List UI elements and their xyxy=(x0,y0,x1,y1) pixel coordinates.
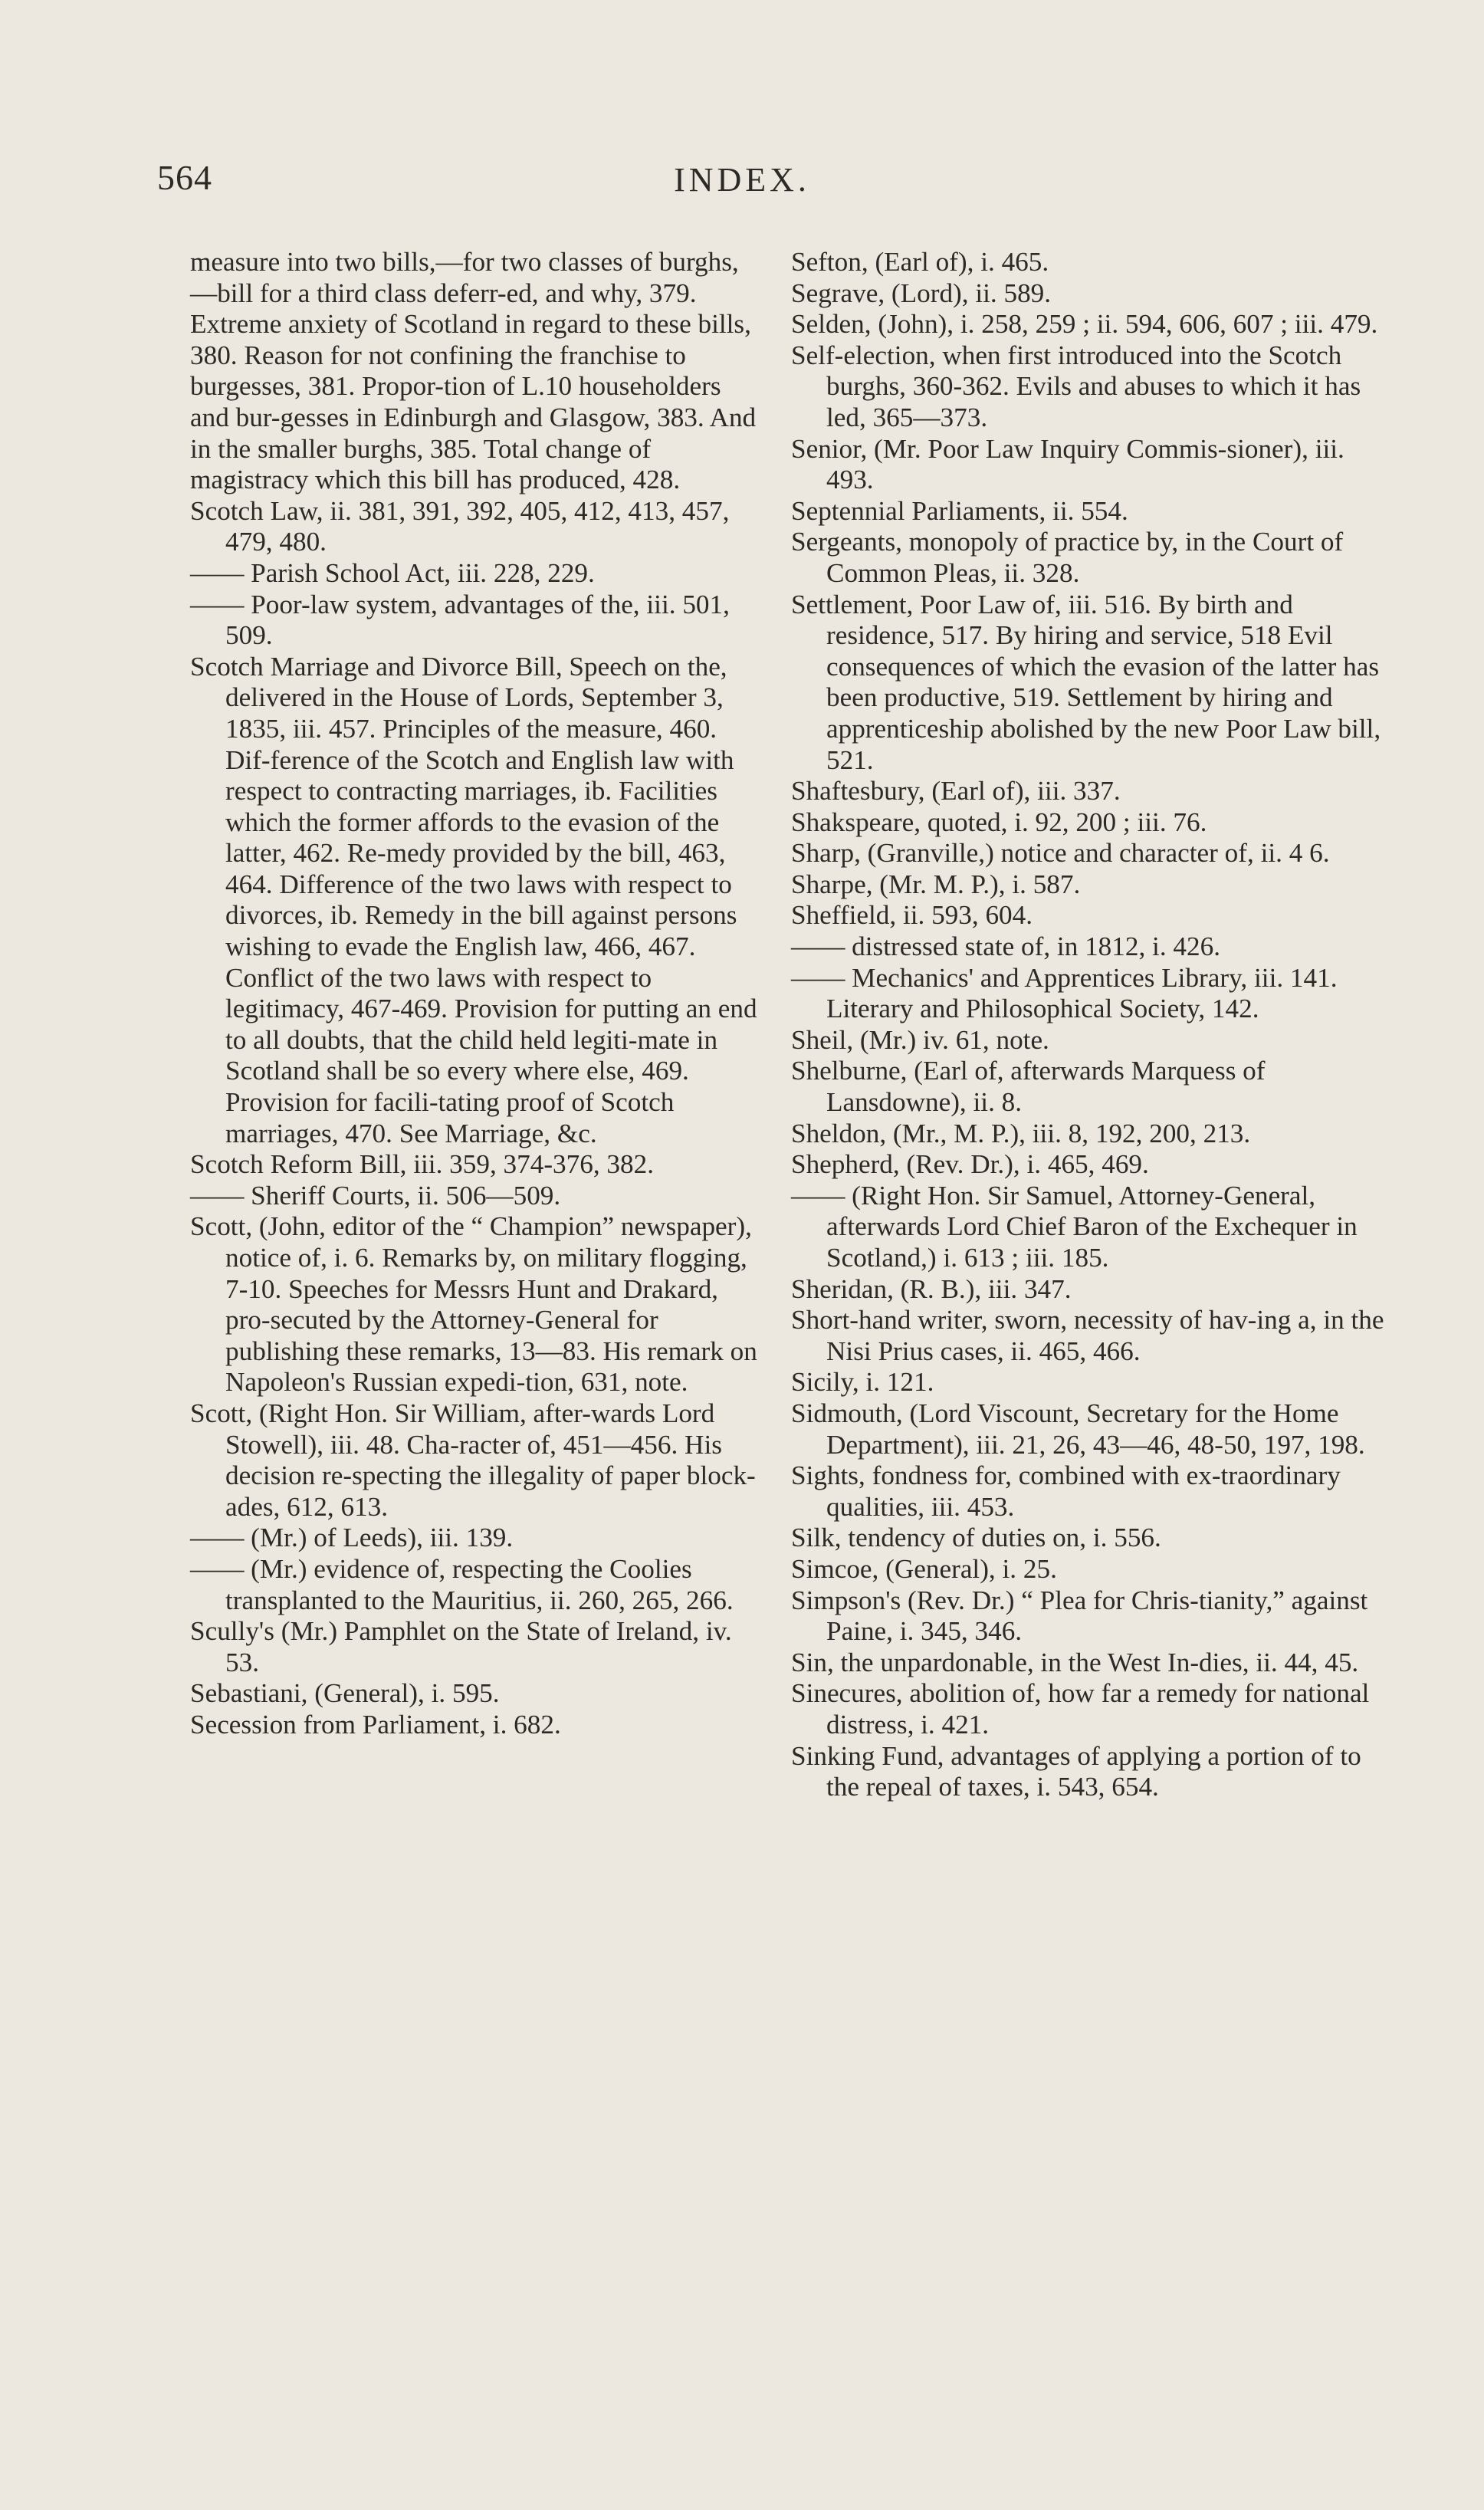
right-column xyxy=(791,247,1393,1803)
index-entry: Sharpe, (Mr. M. P.), i. 587. xyxy=(791,869,1081,899)
index-entry: Selden, (John), i. 258, 259 ; ii. 594, 606, 607 ; iii. 479. xyxy=(791,309,1378,340)
index-subentry: —— Sheriff Courts, ii. 506—509. xyxy=(190,1180,561,1211)
page-number: 564 xyxy=(157,158,212,197)
index-entry: Simcoe, (General), i. 25. xyxy=(791,1553,1057,1584)
index-subentry: —— (Mr.) of Leeds), iii. 139. xyxy=(190,1523,514,1553)
index-entry: Scully's (Mr.) Pamphlet on the State of Ireland, iv. 53. xyxy=(190,1616,732,1677)
index-entry: Sebastiani, (General), i. 595. xyxy=(190,1678,500,1709)
index-entry: Sergeants, monopoly of practice by, in the Court of Common Pleas, ii. 328. xyxy=(791,527,1344,588)
index-entry: Shelburne, (Earl of, afterwards Marquess of Lansdowne), ii. 8. xyxy=(791,1056,1266,1118)
index-entry: Scott, (John, editor of the “ Champion” newspaper), notice of, i. 6. Remarks by, on military flogging, 7-10. Speeches for Messrs Hunt and Drakard, pro-secuted by the Attorney-General for publishing these remarks, 13—83. His remark on Napoleon's Russian expedi-tion, 631, note. xyxy=(190,1211,757,1398)
index-entry: Silk, tendency of duties on, i. 556. xyxy=(791,1523,1161,1553)
index-entry: Self-election, when first introduced into the Scotch burghs, 360-362. Evils and abuses to which it has led, 365—373. xyxy=(791,340,1361,432)
index-subentry: —— Poor-law system, advantages of the, iii. 501, 509. xyxy=(190,589,730,651)
index-entry: Sheil, (Mr.) iv. 61, note. xyxy=(791,1024,1049,1055)
left-column xyxy=(190,247,757,1741)
index-entry: Scotch Marriage and Divorce Bill, Speech on the, delivered in the House of Lords, September 3, 1835, iii. 457. Principles of the measure, 460. Dif-ference of the Scotch and English law with respect to contracting marriages, ib. Facilities which the former affords to the evasion of the latter, 462. Re-medy provided by the bill, 463, 464. Difference of the two laws with respect to divorces, ib. Remedy in the bill against persons wishing to evade the English law, 466, 467. Conflict of the two laws with respect to legitimacy, 467-469. Provision for putting an end to all doubts, that the child held legiti-mate in Scotland shall be so every where else, 469. Provision for facili-tating proof of Scotch marriages, 470. See Marriage, &c. xyxy=(190,651,757,1148)
index-entry: Sefton, (Earl of), i. 465. xyxy=(791,247,1049,277)
index-entry: Segrave, (Lord), ii. 589. xyxy=(791,278,1052,308)
index-entry: Scotch Reform Bill, iii. 359, 374-376, 382. xyxy=(190,1149,654,1180)
index-entry: Shepherd, (Rev. Dr.), i. 465, 469. xyxy=(791,1149,1149,1180)
index-entry: Shakspeare, quoted, i. 92, 200 ; iii. 76. xyxy=(791,807,1207,837)
index-entry: Sinking Fund, advantages of applying a portion of to the repeal of taxes, i. 543, 654. xyxy=(791,1740,1361,1802)
running-title: INDEX. xyxy=(674,161,810,199)
index-entry: Sidmouth, (Lord Viscount, Secretary for the Home Department), iii. 21, 26, 43—46, 48-50, 197, 198. xyxy=(791,1398,1365,1460)
index-entry: measure into two bills,—for two classes of burghs,—bill for a third class deferr-ed, and why, 379. Extreme anxiety of Scotland in regard to these bills, 380. Reason for not confining the franchise to burgesses, 381. Propor-tion of L.10 householders and bur-gesses in Edinburgh and Glasgow, 383. And in the smaller burghs, 385. Total change of magistracy which this bill has produced, 428. xyxy=(190,247,757,495)
index-entry: Sicily, i. 121. xyxy=(791,1367,934,1398)
index-subentry: —— (Right Hon. Sir Samuel, Attorney-General, afterwards Lord Chief Baron of the Exchequer in Scotland,) i. 613 ; iii. 185. xyxy=(791,1180,1358,1273)
index-entry: Simpson's (Rev. Dr.) “ Plea for Chris-tianity,” against Paine, i. 345, 346. xyxy=(791,1585,1368,1647)
page-header xyxy=(0,157,1484,211)
index-subentry: —— Parish School Act, iii. 228, 229. xyxy=(190,557,595,588)
index-entry: Sinecures, abolition of, how far a remedy for national distress, i. 421. xyxy=(791,1678,1370,1740)
index-entry: Septennial Parliaments, ii. 554. xyxy=(791,495,1128,526)
index-entry: Settlement, Poor Law of, iii. 516. By birth and residence, 517. By hiring and service, 518 Evil consequences of which the evasion of the latter has been productive, 519. Settlement by hiring and apprenticeship abolished by the new Poor Law bill, 521. xyxy=(791,589,1381,775)
index-entry: Secession from Parliament, i. 682. xyxy=(190,1709,561,1740)
index-entry: Sharp, (Granville,) notice and character of, ii. 4 6. xyxy=(791,838,1330,869)
index-entry: Short-hand writer, sworn, necessity of hav-ing a, in the Nisi Prius cases, ii. 465, 466. xyxy=(791,1305,1384,1366)
index-entry: Sights, fondness for, combined with ex-traordinary qualities, iii. 453. xyxy=(791,1460,1341,1522)
index-entry: Scott, (Right Hon. Sir William, after-wards Lord Stowell), iii. 48. Cha-racter of, 451—456. His decision re-specting the illegality of paper block-ades, 612, 613. xyxy=(190,1398,756,1522)
index-entry: Scotch Law, ii. 381, 391, 392, 405, 412, 413, 457, 479, 480. xyxy=(190,495,730,557)
index-entry: Senior, (Mr. Poor Law Inquiry Commis-sioner), iii. 493. xyxy=(791,433,1344,495)
index-entry: Sheffield, ii. 593, 604. xyxy=(791,900,1033,931)
index-entry: Sin, the unpardonable, in the West In-dies, ii. 44, 45. xyxy=(791,1647,1359,1677)
index-subentry: —— Mechanics' and Apprentices Library, iii. 141. Literary and Philosophical Society, 142. xyxy=(791,962,1338,1024)
index-subentry: —— (Mr.) evidence of, respecting the Coolies transplanted to the Mauritius, ii. 260, 265, 266. xyxy=(190,1553,734,1615)
index-entry: Sheldon, (Mr., M. P.), iii. 8, 192, 200, 213. xyxy=(791,1118,1251,1148)
index-entry: Sheridan, (R. B.), iii. 347. xyxy=(791,1273,1072,1304)
index-subentry: —— distressed state of, in 1812, i. 426. xyxy=(791,931,1221,962)
index-entry: Shaftesbury, (Earl of), iii. 337. xyxy=(791,776,1121,807)
